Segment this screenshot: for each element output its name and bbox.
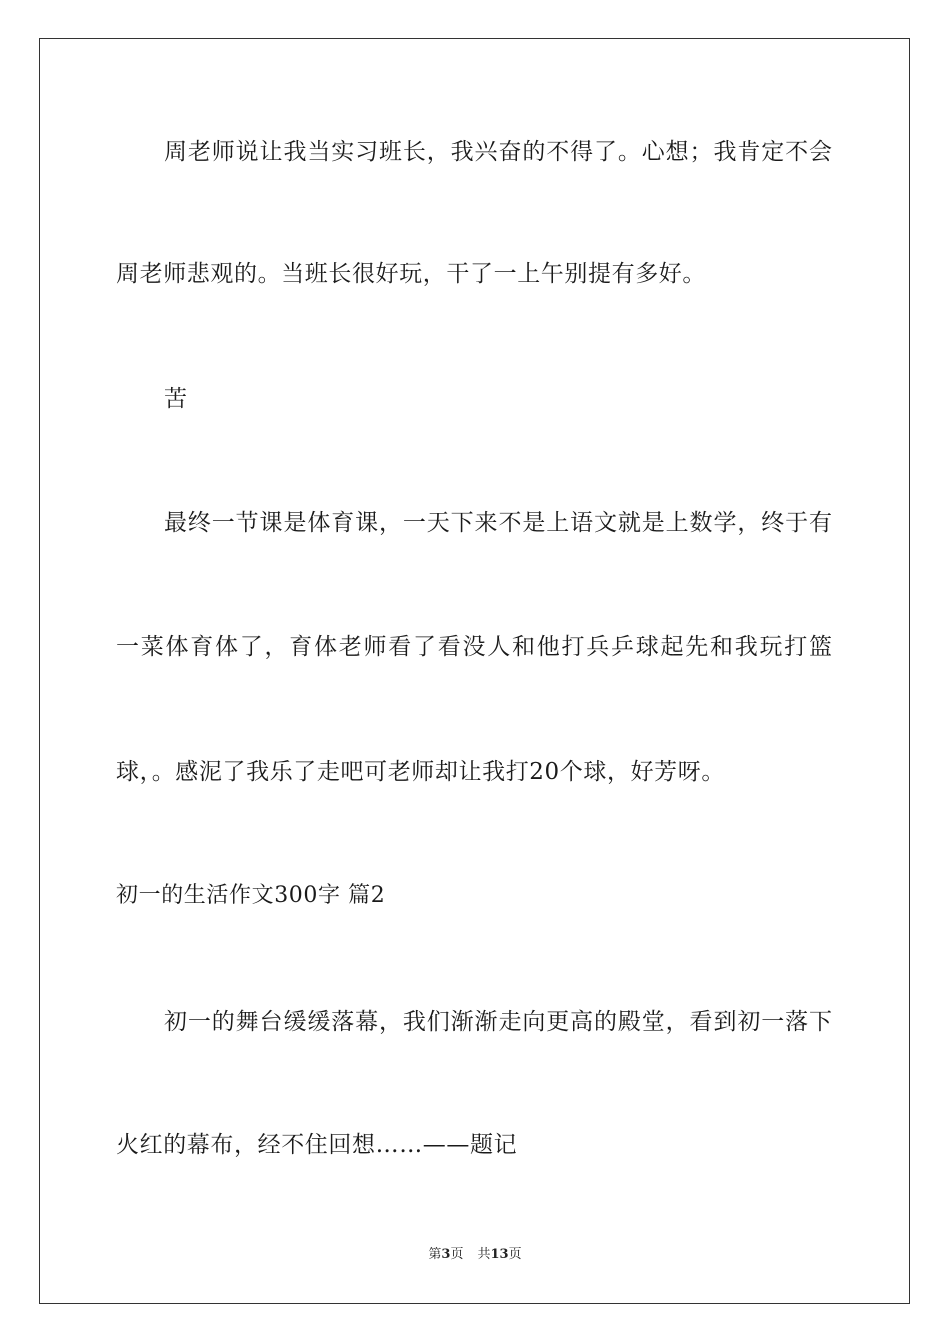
footer-page-total: 13 [490, 1247, 509, 1262]
footer-page-unit: 页 [450, 1247, 464, 1262]
footer-page-current: 3 [441, 1247, 451, 1262]
paragraph-line-2: 周老师悲观的。当班长很好玩，干了一上午别提有多好。 [116, 261, 706, 287]
paragraph-line-4: 一菜体育体了，育体老师看了看没人和他打兵乒球起先和我玩打篮 [116, 634, 832, 660]
paragraph-line-1: 周老师说让我当实习班长，我兴奋的不得了。心想；我肯定不会 [164, 139, 832, 165]
footer-total-unit: 页 [508, 1247, 522, 1262]
section-heading: 初一的生活作文300字 篇2 [116, 883, 386, 908]
paragraph-line-6: 初一的舞台缓缓落幕，我们渐渐走向更高的殿堂，看到初一落下 [164, 1009, 832, 1035]
paragraph-line-3: 最终一节课是体育课，一天下来不是上语文就是上数学，终于有 [164, 510, 832, 536]
page-footer [0, 1246, 950, 1264]
section-marker: 苦 [164, 386, 188, 412]
footer-page-prefix: 第 [428, 1247, 442, 1262]
paragraph-line-7: 火红的幕布，经不住回想……——题记 [116, 1132, 518, 1158]
page-border [39, 38, 910, 1304]
paragraph-line-5: 球，。感泥了我乐了走吧可老师却让我打20个球，好芳呀。 [116, 759, 725, 785]
footer-total-prefix: 共 [477, 1247, 491, 1262]
